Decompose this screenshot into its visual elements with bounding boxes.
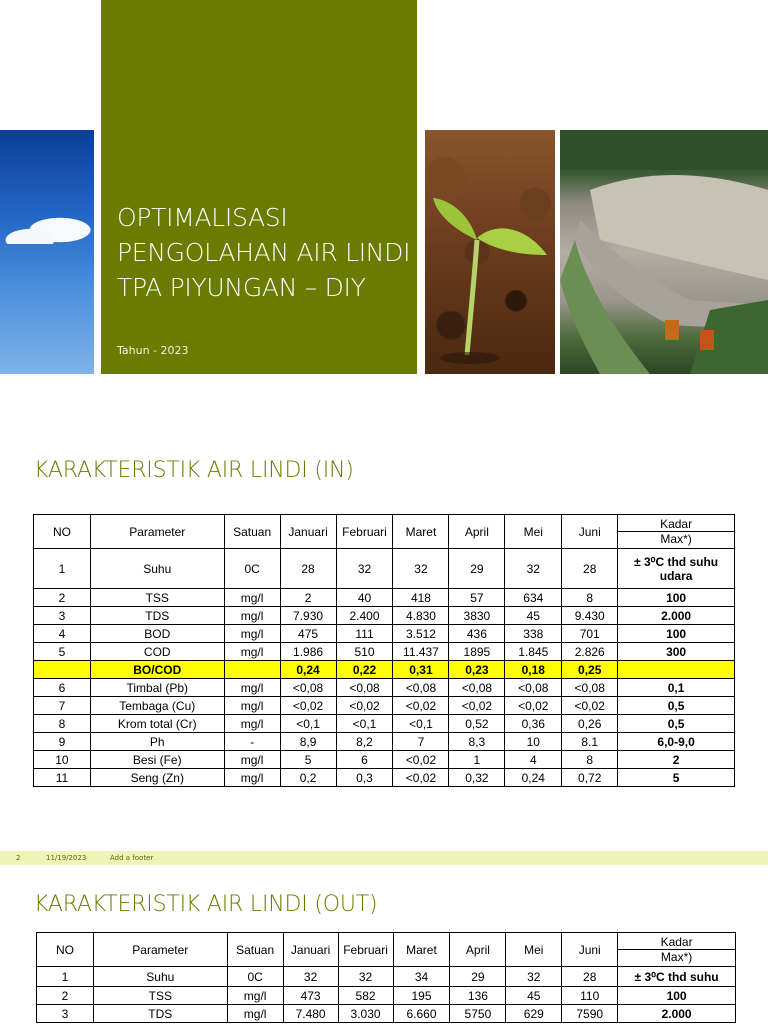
- kadar-cell: 5: [618, 769, 735, 787]
- column-header: April: [450, 933, 506, 967]
- table-cell: 32: [338, 967, 393, 987]
- column-header: Maret: [393, 515, 449, 549]
- column-header: Parameter: [93, 933, 227, 967]
- table-cell: mg/l: [224, 607, 280, 625]
- table-cell: 0,3: [336, 769, 393, 787]
- table-cell: 45: [506, 987, 562, 1005]
- table-cell: COD: [90, 643, 224, 661]
- table-cell: 2.400: [336, 607, 393, 625]
- table-cell: 10: [505, 733, 562, 751]
- table-cell: 7590: [562, 1005, 618, 1023]
- column-header: Juni: [562, 515, 618, 549]
- table-cell: 32: [506, 967, 562, 987]
- table-cell: <0,02: [449, 697, 505, 715]
- kadar-cell: 2.000: [618, 607, 735, 625]
- table-cell: 6: [34, 679, 91, 697]
- table-cell: 418: [393, 589, 449, 607]
- kadar-cell: [618, 661, 735, 679]
- table-cell: 1: [37, 967, 94, 987]
- table-cell: 136: [450, 987, 506, 1005]
- title-panel: [101, 0, 417, 374]
- table-cell: -: [224, 733, 280, 751]
- table-cell: <0,08: [449, 679, 505, 697]
- column-header: Mei: [506, 933, 562, 967]
- table-cell: 8,3: [449, 733, 505, 751]
- table-cell: 8: [34, 715, 91, 733]
- table-cell: [34, 661, 91, 679]
- table-cell: <0,1: [336, 715, 393, 733]
- table-cell: BO/COD: [90, 661, 224, 679]
- kadar-cell: ± 3⁰C thd suhu udara: [618, 549, 735, 589]
- table-cell: 8.1: [562, 733, 618, 751]
- max-label: Max*): [660, 950, 693, 964]
- column-header: Satuan: [224, 515, 280, 549]
- table-cell: 40: [336, 589, 393, 607]
- table-cell: 2.826: [562, 643, 618, 661]
- table-cell: <0,02: [505, 697, 562, 715]
- kadar-cell: 300: [618, 643, 735, 661]
- table-cell: 1: [449, 751, 505, 769]
- table-row: [34, 715, 735, 733]
- table-cell: 0,26: [562, 715, 618, 733]
- table-cell: TSS: [90, 589, 224, 607]
- table-cell: 3830: [449, 607, 505, 625]
- table-cell: 3: [37, 1005, 94, 1023]
- kadar-label: Kadar: [618, 935, 735, 950]
- table-cell: 8,9: [280, 733, 336, 751]
- table-row: [34, 625, 735, 643]
- table-row: [34, 679, 735, 697]
- seedling-icon: [425, 130, 555, 374]
- table-cell: <0,02: [280, 697, 336, 715]
- table-cell: mg/l: [224, 769, 280, 787]
- table-cell: <0,02: [393, 697, 449, 715]
- table-cell: 473: [283, 987, 338, 1005]
- table-cell: mg/l: [227, 1005, 283, 1023]
- table-cell: Tembaga (Cu): [90, 697, 224, 715]
- table-cell: <0,08: [505, 679, 562, 697]
- landfill-photo: [560, 130, 768, 374]
- table-cell: 4.830: [393, 607, 449, 625]
- table-cell: mg/l: [227, 987, 283, 1005]
- footer-date: 11/19/2023: [46, 854, 87, 862]
- kadar-cell: 2: [618, 751, 735, 769]
- table-cell: 57: [449, 589, 505, 607]
- table-cell: TSS: [93, 987, 227, 1005]
- table-cell: TDS: [93, 1005, 227, 1023]
- table-cell: 10: [34, 751, 91, 769]
- table-cell: Suhu: [93, 967, 227, 987]
- column-header: Februari: [336, 515, 393, 549]
- table-cell: 475: [280, 625, 336, 643]
- table-cell: TDS: [90, 607, 224, 625]
- table-cell: <0,08: [393, 679, 449, 697]
- table-cell: mg/l: [224, 679, 280, 697]
- table-row: [34, 751, 735, 769]
- table-cell: 32: [336, 549, 393, 589]
- table-header-row: [37, 933, 736, 967]
- table-cell: 0,18: [505, 661, 562, 679]
- table-cell: mg/l: [224, 625, 280, 643]
- table-cell: 2: [37, 987, 94, 1005]
- column-header: NO: [37, 933, 94, 967]
- table-cell: 45: [505, 607, 562, 625]
- table-cell: 28: [562, 549, 618, 589]
- table-cell: 32: [505, 549, 562, 589]
- table-cell: 5: [34, 643, 91, 661]
- kadar-cell: 100: [618, 987, 736, 1005]
- table-row: [37, 967, 736, 987]
- table-cell: 0,24: [280, 661, 336, 679]
- table-cell: 3: [34, 607, 91, 625]
- column-header: Mei: [505, 515, 562, 549]
- table-cell: 9.430: [562, 607, 618, 625]
- kadar-cell: 0,1: [618, 679, 735, 697]
- page-number: 2: [16, 854, 21, 862]
- table-cell: 436: [449, 625, 505, 643]
- kadar-cell: 0,5: [618, 697, 735, 715]
- table-cell: 8: [562, 751, 618, 769]
- kadar-cell: 100: [618, 589, 735, 607]
- table-row: [34, 769, 735, 787]
- table-row: [34, 697, 735, 715]
- in-data-table: [33, 514, 735, 787]
- column-header: Satuan: [227, 933, 283, 967]
- table-row: [34, 607, 735, 625]
- table-cell: 0C: [224, 549, 280, 589]
- landfill-icon: [560, 130, 768, 374]
- table-cell: Suhu: [90, 549, 224, 589]
- out-data-table: [36, 932, 736, 1023]
- table-row: [37, 1005, 736, 1023]
- title-slide: [0, 0, 768, 430]
- table-cell: 11: [34, 769, 91, 787]
- table-cell: 32: [393, 549, 449, 589]
- table-cell: 0,36: [505, 715, 562, 733]
- table-row: [34, 549, 735, 589]
- table-cell: 110: [562, 987, 618, 1005]
- table-cell: 4: [505, 751, 562, 769]
- column-header: Januari: [283, 933, 338, 967]
- table-header-row: [34, 515, 735, 549]
- table-cell: 0C: [227, 967, 283, 987]
- table-cell: 4: [34, 625, 91, 643]
- table-cell: Ph: [90, 733, 224, 751]
- column-header: Parameter: [90, 515, 224, 549]
- table-cell: 0,72: [562, 769, 618, 787]
- kadar-cell: ± 3⁰C thd suhu: [618, 967, 736, 987]
- table-cell: 0,2: [280, 769, 336, 787]
- table-cell: <0,02: [393, 751, 449, 769]
- table-cell: 2: [280, 589, 336, 607]
- table-cell: 7.930: [280, 607, 336, 625]
- table-cell: Seng (Zn): [90, 769, 224, 787]
- kadar-label: Kadar: [618, 517, 734, 532]
- table-cell: 1895: [449, 643, 505, 661]
- table-cell: 111: [336, 625, 393, 643]
- table-cell: 6: [336, 751, 393, 769]
- table-cell: 5: [280, 751, 336, 769]
- table-cell: 0,23: [449, 661, 505, 679]
- table-cell: 7: [393, 733, 449, 751]
- table-cell: 629: [506, 1005, 562, 1023]
- table-cell: 634: [505, 589, 562, 607]
- table-cell: <0,08: [562, 679, 618, 697]
- slide-subtitle: Tahun - 2023: [117, 344, 189, 357]
- column-header: Juni: [562, 933, 618, 967]
- table-cell: 7.480: [283, 1005, 338, 1023]
- column-header: Januari: [280, 515, 336, 549]
- max-label: Max*): [660, 532, 692, 546]
- column-header: April: [449, 515, 505, 549]
- table-cell: mg/l: [224, 697, 280, 715]
- table-cell: 9: [34, 733, 91, 751]
- table-cell: mg/l: [224, 715, 280, 733]
- table-cell: 582: [338, 987, 393, 1005]
- table-cell: 0,22: [336, 661, 393, 679]
- table-cell: 0,24: [505, 769, 562, 787]
- table-cell: 34: [393, 967, 450, 987]
- slide-title: OPTIMALISASI PENGOLAHAN AIR LINDI TPA PIYUNGAN – DIY: [117, 203, 411, 302]
- table-cell: 11.437: [393, 643, 449, 661]
- table-cell: <0,02: [336, 697, 393, 715]
- table-cell: 2: [34, 589, 91, 607]
- table-cell: 510: [336, 643, 393, 661]
- table-cell: <0,1: [280, 715, 336, 733]
- table-row: [34, 589, 735, 607]
- table-cell: Besi (Fe): [90, 751, 224, 769]
- column-header: Februari: [338, 933, 393, 967]
- table-cell: 6.660: [393, 1005, 450, 1023]
- table-row: [37, 987, 736, 1005]
- table-cell: 0,25: [562, 661, 618, 679]
- table-cell: 338: [505, 625, 562, 643]
- table-cell: mg/l: [224, 751, 280, 769]
- table-cell: 1.845: [505, 643, 562, 661]
- out-table-title: KARAKTERISTIK AIR LINDI (OUT): [34, 892, 378, 917]
- slide-footer: [0, 851, 768, 865]
- table-cell: 1.986: [280, 643, 336, 661]
- table-row: [34, 733, 735, 751]
- table-cell: 32: [283, 967, 338, 987]
- table-cell: 8: [562, 589, 618, 607]
- table-cell: 5750: [450, 1005, 506, 1023]
- table-cell: <0,02: [393, 769, 449, 787]
- table-cell: 29: [450, 967, 506, 987]
- table-cell: <0,1: [393, 715, 449, 733]
- table-cell: mg/l: [224, 643, 280, 661]
- table-cell: 28: [280, 549, 336, 589]
- table-cell: Timbal (Pb): [90, 679, 224, 697]
- table-cell: 701: [562, 625, 618, 643]
- table-row: [34, 643, 735, 661]
- table-cell: 29: [449, 549, 505, 589]
- table-cell: 0,31: [393, 661, 449, 679]
- table-cell: 8,2: [336, 733, 393, 751]
- column-header: Maret: [393, 933, 450, 967]
- kadar-cell: 0,5: [618, 715, 735, 733]
- table-row: [34, 661, 735, 679]
- table-cell: [224, 661, 280, 679]
- kadar-cell: 100: [618, 625, 735, 643]
- table-cell: 3.512: [393, 625, 449, 643]
- table-cell: <0,08: [336, 679, 393, 697]
- table-cell: 28: [562, 967, 618, 987]
- table-cell: Krom total (Cr): [90, 715, 224, 733]
- footer-text: Add a footer: [110, 854, 154, 862]
- table-cell: BOD: [90, 625, 224, 643]
- table-cell: 1: [34, 549, 91, 589]
- in-table-title: KARAKTERISTIK AIR LINDI (IN): [34, 458, 354, 483]
- table-cell: 0,32: [449, 769, 505, 787]
- seedling-photo: [425, 130, 555, 374]
- table-cell: 0,52: [449, 715, 505, 733]
- table-cell: 3.030: [338, 1005, 393, 1023]
- sky-photo: [0, 130, 94, 374]
- table-cell: mg/l: [224, 589, 280, 607]
- table-cell: <0,02: [562, 697, 618, 715]
- column-header-kadar: [618, 933, 736, 967]
- table-cell: 195: [393, 987, 450, 1005]
- column-header-kadar: [618, 515, 735, 549]
- kadar-cell: 2.000: [618, 1005, 736, 1023]
- table-cell: 7: [34, 697, 91, 715]
- table-cell: <0,08: [280, 679, 336, 697]
- column-header: NO: [34, 515, 91, 549]
- kadar-cell: 6,0-9,0: [618, 733, 735, 751]
